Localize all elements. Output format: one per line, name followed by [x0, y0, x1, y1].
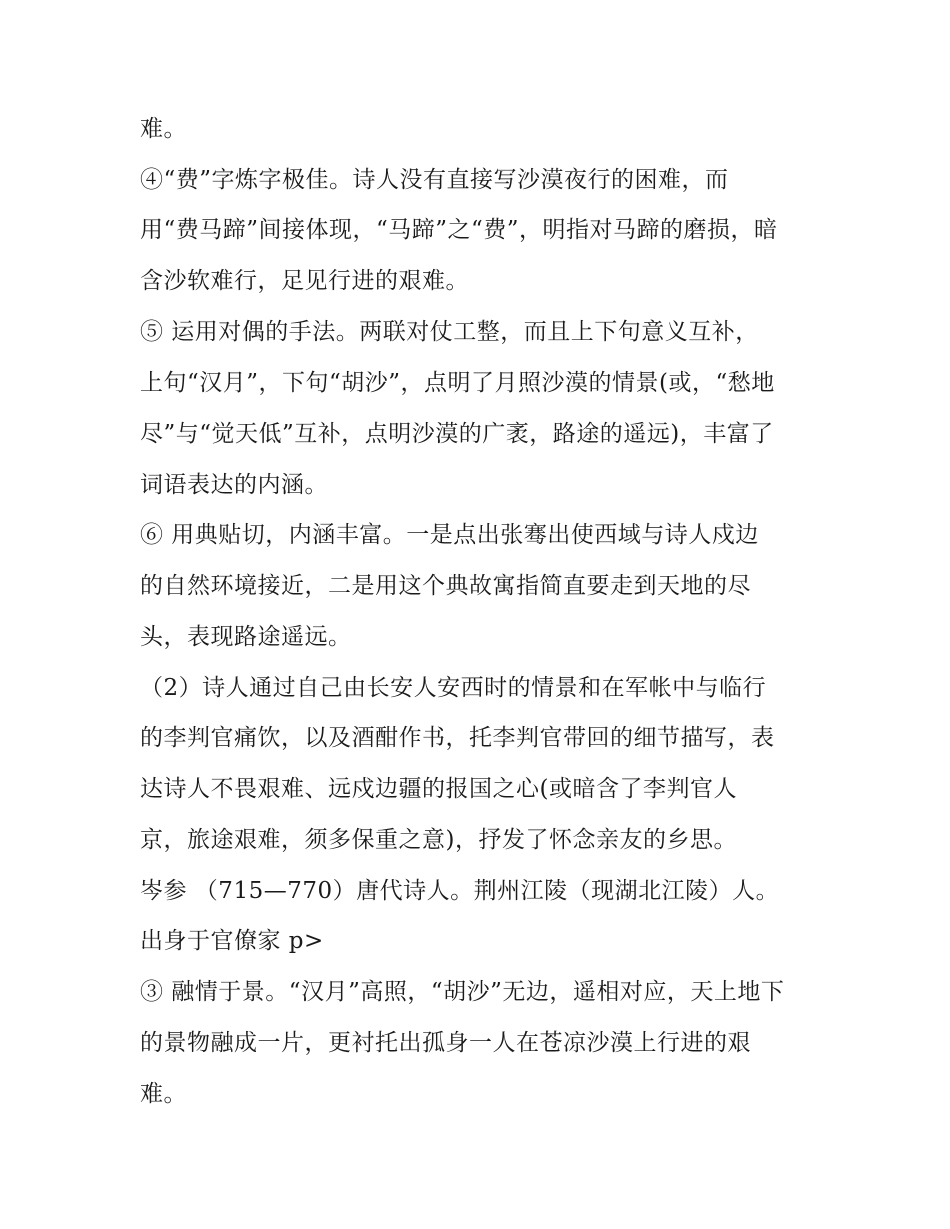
text-line: ④“费”字炼字极佳。诗人没有直接写沙漠夜行的困难，而 [140, 167, 729, 193]
text-line: ⑥ 用典贴切，内涵丰富。一是点出张骞出使西域与诗人戍边 [140, 522, 759, 548]
text-line: 京，旅途艰难，须多保重之意)，抒发了怀念亲友的乡思。 [140, 827, 737, 853]
text-line: （2）诗人通过自己由长安人安西时的情景和在军帐中与临行 [140, 675, 767, 701]
text-line: 词语表达的内涵。 [140, 472, 328, 498]
text-line: 用“费马蹄”间接体现，“马蹄”之“费”，明指对马蹄的磨损，暗 [140, 217, 778, 243]
text-line: 的李判官痛饮，以及酒酣作书，托李判官带回的细节描写，表 [140, 725, 775, 751]
text-line: 岑参 （715—770）唐代诗人。荆州江陵（现湖北江陵）人。 [140, 878, 780, 904]
text-line: 达诗人不畏艰难、远戍边疆的报国之心(或暗含了李判官人 [140, 776, 737, 802]
text-line: 上句“汉月”，下句“胡沙”，点明了月照沙漠的情景(或，“愁地 [140, 370, 775, 396]
text-line: 含沙软难行，足见行进的艰难。 [140, 268, 469, 294]
text-line: 头，表现路途遥远。 [140, 624, 352, 650]
text-line: ⑤ 运用对偶的手法。两联对仗工整，而且上下句意义互补， [140, 319, 759, 345]
text-line: 出身于官僚家 p> [140, 928, 324, 954]
text-line: 的自然环境接近，二是用这个典故寓指简直要走到天地的尽 [140, 573, 751, 599]
text-line: 难。 [140, 116, 187, 142]
text-line: 尽”与“觉天低”互补，点明沙漠的广袤，路途的遥远)，丰富了 [140, 421, 774, 447]
text-line: 难。 [140, 1081, 187, 1107]
text-line: 的景物融成一片，更衬托出孤身一人在苍凉沙漠上行进的艰 [140, 1030, 751, 1056]
text-line: ③ 融情于景。“汉月”高照，“胡沙”无边，遥相对应，天上地下 [140, 979, 785, 1005]
